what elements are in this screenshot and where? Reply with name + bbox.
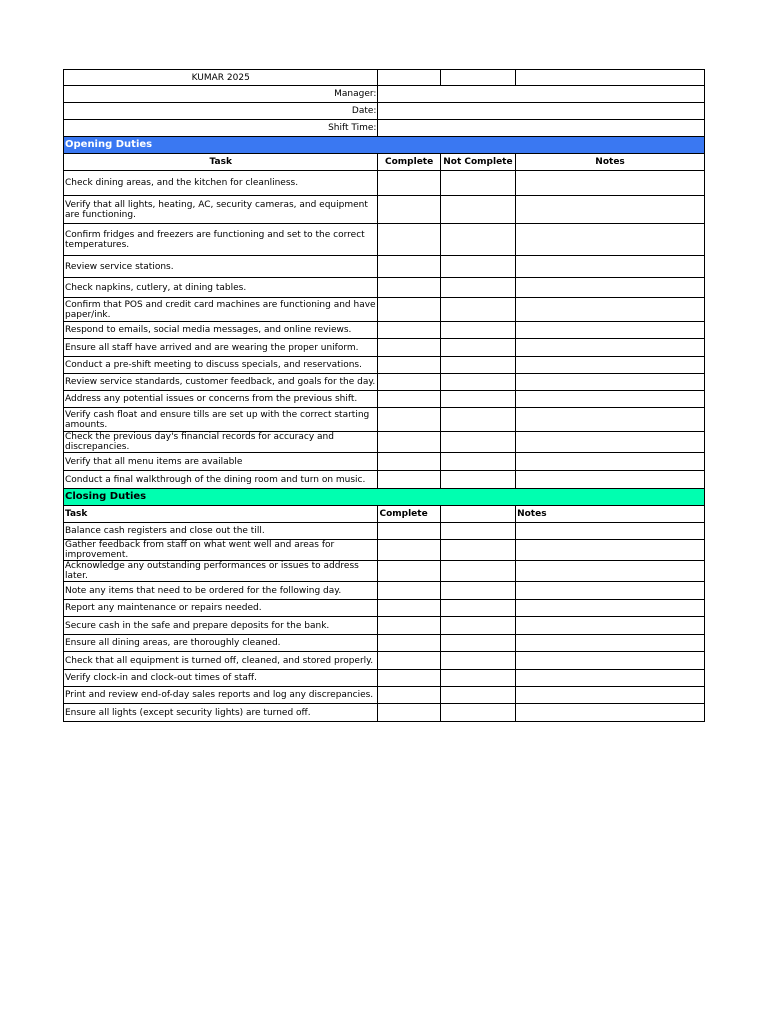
opening-task-row — [64, 357, 705, 374]
duties-checklist-table — [63, 69, 705, 722]
opening-task-row — [64, 453, 705, 471]
opening-task-row — [64, 256, 705, 278]
closing-not-complete-cell[interactable] — [440, 523, 515, 540]
opening-notes-cell[interactable] — [516, 256, 705, 278]
closing-not-complete-cell[interactable] — [440, 670, 515, 687]
manager-label: Manager: — [64, 86, 378, 103]
opening-task-text: Confirm that POS and credit card machines are functioning and have paper/ink. — [64, 298, 378, 322]
opening-task-text: Check the previous day's financial records for accuracy and discrepancies. — [64, 432, 378, 453]
opening-notes-cell[interactable] — [516, 374, 705, 391]
closing-task-row — [64, 617, 705, 635]
closing-task-text: Balance cash registers and close out the till. — [64, 523, 378, 540]
opening-col-task: Task — [64, 154, 378, 171]
opening-col-not-complete: Not Complete — [440, 154, 515, 171]
closing-col-task: Task — [64, 506, 378, 523]
opening-complete-cell[interactable] — [378, 196, 440, 224]
closing-notes-cell[interactable] — [516, 561, 705, 582]
opening-task-row — [64, 224, 705, 256]
closing-col-notes: Notes — [516, 506, 705, 523]
opening-complete-cell[interactable] — [378, 322, 440, 339]
closing-task-row — [64, 600, 705, 617]
opening-task-text: Verify that all lights, heating, AC, security cameras, and equipment are functioning. — [64, 196, 378, 224]
opening-notes-cell[interactable] — [516, 339, 705, 357]
opening-task-text: Check napkins, cutlery, at dining tables. — [64, 278, 378, 298]
opening-not-complete-cell[interactable] — [440, 256, 515, 278]
opening-task-text: Ensure all staff have arrived and are wearing the proper uniform. — [64, 339, 378, 357]
closing-task-row — [64, 635, 705, 652]
opening-task-text: Confirm fridges and freezers are functioning and set to the correct temperatures. — [64, 224, 378, 256]
closing-task-list — [64, 523, 705, 722]
opening-task-text: Conduct a pre-shift meeting to discuss specials, and reservations. — [64, 357, 378, 374]
sheet-title: KUMAR 2025 — [64, 70, 378, 86]
opening-not-complete-cell[interactable] — [440, 339, 515, 357]
opening-col-complete: Complete — [378, 154, 440, 171]
opening-task-text: Verify that all menu items are available — [64, 453, 378, 471]
opening-complete-cell[interactable] — [378, 357, 440, 374]
closing-not-complete-cell[interactable] — [440, 540, 515, 561]
closing-task-text: Secure cash in the safe and prepare deposits for the bank. — [64, 617, 378, 635]
opening-not-complete-cell[interactable] — [440, 224, 515, 256]
closing-notes-cell[interactable] — [516, 617, 705, 635]
date-field[interactable] — [378, 103, 705, 120]
opening-notes-cell[interactable] — [516, 171, 705, 196]
opening-not-complete-cell[interactable] — [440, 357, 515, 374]
closing-complete-cell[interactable] — [378, 687, 440, 704]
cell[interactable] — [516, 70, 705, 86]
date-label: Date: — [64, 103, 378, 120]
opening-col-notes: Notes — [516, 154, 705, 171]
opening-complete-cell[interactable] — [378, 171, 440, 196]
closing-duties-banner: Closing Duties — [64, 489, 705, 506]
closing-task-row — [64, 523, 705, 540]
opening-task-row — [64, 322, 705, 339]
closing-complete-cell[interactable] — [378, 652, 440, 670]
opening-task-row — [64, 298, 705, 322]
closing-task-text: Note any items that need to be ordered for the following day. — [64, 582, 378, 600]
closing-notes-cell[interactable] — [516, 582, 705, 600]
closing-task-row — [64, 561, 705, 582]
opening-complete-cell[interactable] — [378, 391, 440, 408]
closing-task-row — [64, 540, 705, 561]
opening-task-row — [64, 278, 705, 298]
closing-task-text: Gather feedback from staff on what went well and areas for improvement. — [64, 540, 378, 561]
opening-task-text: Address any potential issues or concerns from the previous shift. — [64, 391, 378, 408]
closing-notes-cell[interactable] — [516, 687, 705, 704]
opening-not-complete-cell[interactable] — [440, 298, 515, 322]
opening-notes-cell[interactable] — [516, 224, 705, 256]
closing-complete-cell[interactable] — [378, 617, 440, 635]
opening-task-text: Review service stations. — [64, 256, 378, 278]
closing-complete-cell[interactable] — [378, 704, 440, 722]
closing-notes-cell[interactable] — [516, 540, 705, 561]
closing-not-complete-cell[interactable] — [440, 652, 515, 670]
closing-complete-cell[interactable] — [378, 670, 440, 687]
closing-not-complete-cell[interactable] — [440, 704, 515, 722]
closing-task-row — [64, 704, 705, 722]
opening-notes-cell[interactable] — [516, 278, 705, 298]
opening-task-text: Check dining areas, and the kitchen for cleanliness. — [64, 171, 378, 196]
opening-task-row — [64, 471, 705, 489]
opening-not-complete-cell[interactable] — [440, 196, 515, 224]
opening-task-row — [64, 374, 705, 391]
closing-not-complete-cell[interactable] — [440, 635, 515, 652]
closing-complete-cell[interactable] — [378, 600, 440, 617]
closing-task-text: Acknowledge any outstanding performances or issues to address later. — [64, 561, 378, 582]
opening-not-complete-cell[interactable] — [440, 408, 515, 432]
closing-task-text: Print and review end-of-day sales reports and log any discrepancies. — [64, 687, 378, 704]
opening-task-text: Respond to emails, social media messages, and online reviews. — [64, 322, 378, 339]
opening-not-complete-cell[interactable] — [440, 171, 515, 196]
opening-complete-cell[interactable] — [378, 278, 440, 298]
closing-complete-cell[interactable] — [378, 635, 440, 652]
opening-notes-cell[interactable] — [516, 391, 705, 408]
opening-notes-cell[interactable] — [516, 432, 705, 453]
opening-task-row — [64, 408, 705, 432]
closing-notes-cell[interactable] — [516, 670, 705, 687]
opening-notes-cell[interactable] — [516, 408, 705, 432]
closing-not-complete-cell[interactable] — [440, 617, 515, 635]
opening-complete-cell[interactable] — [378, 408, 440, 432]
opening-task-list — [64, 171, 705, 489]
closing-not-complete-cell[interactable] — [440, 582, 515, 600]
closing-not-complete-cell[interactable] — [440, 600, 515, 617]
opening-not-complete-cell[interactable] — [440, 391, 515, 408]
opening-not-complete-cell[interactable] — [440, 278, 515, 298]
closing-col-complete: Complete — [378, 506, 440, 523]
closing-task-text: Ensure all lights (except security lights) are turned off. — [64, 704, 378, 722]
opening-task-row — [64, 171, 705, 196]
shift-time-field[interactable] — [378, 120, 705, 137]
closing-task-row — [64, 582, 705, 600]
opening-task-row — [64, 432, 705, 453]
cell[interactable] — [440, 70, 515, 86]
opening-task-text: Verify cash float and ensure tills are set up with the correct starting amounts. — [64, 408, 378, 432]
closing-complete-cell[interactable] — [378, 561, 440, 582]
closing-task-text: Verify clock-in and clock-out times of staff. — [64, 670, 378, 687]
closing-notes-cell[interactable] — [516, 704, 705, 722]
shift-time-label: Shift Time: — [64, 120, 378, 137]
opening-complete-cell[interactable] — [378, 374, 440, 391]
opening-not-complete-cell[interactable] — [440, 322, 515, 339]
closing-task-row — [64, 687, 705, 704]
closing-notes-cell[interactable] — [516, 523, 705, 540]
opening-complete-cell[interactable] — [378, 432, 440, 453]
closing-notes-cell[interactable] — [516, 635, 705, 652]
opening-complete-cell[interactable] — [378, 471, 440, 489]
closing-task-text: Check that all equipment is turned off, cleaned, and stored properly. — [64, 652, 378, 670]
opening-not-complete-cell[interactable] — [440, 432, 515, 453]
opening-notes-cell[interactable] — [516, 298, 705, 322]
opening-duties-banner: Opening Duties — [64, 137, 705, 154]
closing-task-text: Report any maintenance or repairs needed. — [64, 600, 378, 617]
opening-task-text: Conduct a final walkthrough of the dining room and turn on music. — [64, 471, 378, 489]
opening-task-text: Review service standards, customer feedback, and goals for the day. — [64, 374, 378, 391]
closing-col-blank — [440, 506, 515, 523]
opening-not-complete-cell[interactable] — [440, 374, 515, 391]
opening-notes-cell[interactable] — [516, 196, 705, 224]
opening-task-row — [64, 391, 705, 408]
closing-complete-cell[interactable] — [378, 582, 440, 600]
manager-field[interactable] — [378, 86, 705, 103]
opening-notes-cell[interactable] — [516, 322, 705, 339]
closing-complete-cell[interactable] — [378, 540, 440, 561]
closing-not-complete-cell[interactable] — [440, 687, 515, 704]
cell[interactable] — [378, 70, 440, 86]
closing-task-row — [64, 652, 705, 670]
closing-task-row — [64, 670, 705, 687]
opening-not-complete-cell[interactable] — [440, 471, 515, 489]
closing-complete-cell[interactable] — [378, 523, 440, 540]
opening-notes-cell[interactable] — [516, 357, 705, 374]
opening-notes-cell[interactable] — [516, 471, 705, 489]
opening-complete-cell[interactable] — [378, 453, 440, 471]
opening-notes-cell[interactable] — [516, 453, 705, 471]
opening-complete-cell[interactable] — [378, 339, 440, 357]
closing-notes-cell[interactable] — [516, 600, 705, 617]
closing-notes-cell[interactable] — [516, 652, 705, 670]
opening-complete-cell[interactable] — [378, 298, 440, 322]
opening-complete-cell[interactable] — [378, 256, 440, 278]
opening-task-row — [64, 196, 705, 224]
closing-task-text: Ensure all dining areas, are thoroughly cleaned. — [64, 635, 378, 652]
opening-task-row — [64, 339, 705, 357]
closing-not-complete-cell[interactable] — [440, 561, 515, 582]
opening-complete-cell[interactable] — [378, 224, 440, 256]
opening-not-complete-cell[interactable] — [440, 453, 515, 471]
